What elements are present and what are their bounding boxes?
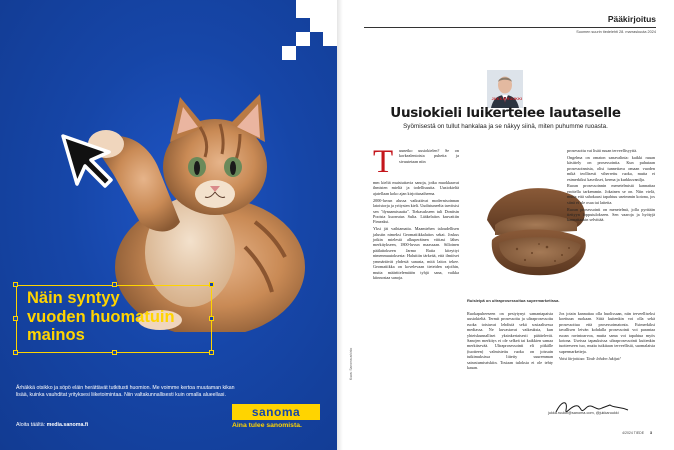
selection-handle	[112, 282, 117, 287]
ad-headline-line: vuoden huomatuin	[27, 307, 175, 326]
selection-handle	[13, 350, 18, 355]
issue-line: Suomen suurin tiedelehti 28. marraskuuta 2024	[576, 30, 656, 34]
article-paragraph: mm kieltä muistuttavia sanoja, jotka muokkaavat ihmisten mieliä ja todellisuutta. Uusiokieltä ajatellaan koko ajan kirjoitusaiheena.	[373, 180, 459, 196]
author-contact: jukka.ruukki@sanoma.com, @jukkaruukki	[548, 411, 619, 415]
article-subtitle: Syömisestä on tullut hankalaa ja se näkyy siinä, miten puhumme ruoasta.	[403, 123, 608, 130]
article-paragraph: Jos jotain kannattaa olla huolissaan, niin terveelliseksi koettuun ruokaan. Siitä kuitenkin voi olla sekä prosessoitua että prosessoimatonta. Esimerkiksi tavallisen leivän kohdalla prosessointi voi parantaa ruoan ravintoarvoa, mutta sama voi tapahtua myös kotona. Useissa tapauksissa ultraprosessointi kuitenkin tuotteeseen tuo, mutta tutkitaan terveellisiä, suomalaisia supermarketteja.	[559, 311, 655, 354]
pixel-decoration	[282, 46, 296, 60]
page-gutter-shadow	[337, 0, 343, 450]
article-paragraph: Ruokapuheeseen on pesiytynyt samantapaista uusiokieltä. Termit prosessoitu ja ultraprosessoitu ruoka toistuvat lehdistä sekä sosiaalisessa mediassa. Ne kuvastavat vaikeuksia, kun yhteiskunnalliset yksinkertaisesti päättelevät. Sanojen merkitys ei ole selkeä tai kaikkien samaa merkitsevää. Ultraprosessointi eli pitkälle (tuotteen) valmistettu ruoka on joissain tutkimuksissa liitetty suuremman sairastumisriskiin. Tosiaan tuloksia ei ole tehty kauan.	[467, 311, 553, 371]
article-lead-text: uunetko uusiokielen? Se on korkealentoista puhetta ja sivuutetaan niin	[399, 148, 459, 164]
ad-headline-line: Näin syntyy	[27, 289, 120, 307]
article-paragraph: prosessoitu vai lisää ruuan terveellisyyttä.	[567, 148, 638, 153]
cursor-arrow-icon	[57, 130, 119, 192]
drop-cap: T	[373, 144, 394, 180]
pixel-decoration	[296, 0, 337, 18]
selection-handle	[209, 350, 214, 355]
article-title: Uusiokieli luikertelee lautaselle	[390, 105, 621, 121]
section-divider	[364, 27, 656, 28]
selection-handle	[209, 282, 214, 287]
selection-handle	[112, 350, 117, 355]
article-closing	[559, 311, 655, 363]
page-footer	[622, 431, 652, 435]
author-portrait	[487, 70, 523, 108]
sanoma-logo: sanoma	[232, 404, 320, 420]
sanoma-tagline: Aina tulee sanomista.	[232, 422, 302, 429]
article-column-2	[467, 311, 553, 372]
article-paragraph: Ongelma on omaton sanavalinta: kaikki ruuan käsittely on prosessointia. Kun puhutaan prosessoinnista, olisi tunnettava omaan vuoden mikä teollisesti viherrettu ruoka, mutta ei esimerkiksi kasvikset, kerma ja kurkkuvanilja.	[567, 154, 655, 182]
pixel-decoration	[323, 32, 337, 46]
photo-credit: Kuva: Sanoma arkisto	[349, 347, 353, 380]
pixel-decoration	[310, 18, 337, 32]
ad-headline-line: mainos	[27, 326, 85, 344]
article-paragraph: Ruoan prosessoinnin menetelmistä kannattaa eroitella tarkemmin. Jokainen se on. Niin vielä, mutta että sahokausi tapahtuu useimmin kotona, jos siinä ei ole osaa tai laitetta.	[567, 183, 655, 205]
ad-headline	[27, 289, 227, 345]
selection-handle	[13, 282, 18, 287]
ad-body-text: Ärhäkkä otsikko ja söpö eläin herättävät tutkitusti huomion. Me voimme kertoa muutaman kikan lisää, kuinka vauhditat yrityksesi liiketoimintaa. Niin valtakunnallisesti kuin omalla alueellasi.	[16, 385, 235, 398]
article-paragraph: 2000-luvun alussa vaikuttivat modernisoinnan latoistorja ja yritysten kieli. Uudistuneelta tarvitsisi sen "dynaamisuutta". Tiekasukseen tuli Donitsin Pooista kuorrutus Sulta. Lääkelaitos kasvattiin Fimeaksi.	[373, 197, 459, 225]
article-column-1	[373, 180, 459, 282]
article-paragraph: Yksi jäi vaihtamatta. Maamiehen taloudellisen jalustin nimeksi Geomatiikkalaitos sekai. Joskus jotkin mielestä alkuperäinen viittasi lähes merkitykseen, 1800-luvun maassaan. Silloinen päälaitokseen Jarmo Ratia kiteyttyi nimenmuutoksesta: Haluttiin tärkeää, että ilmiöset ymmärtävät yhdestä sanasta, mitä laitos tekee. Geomatiikka on kovelevaan tieteiden rajoihin, mutta määrittelemätön tyhjä sana, vaikka kiinnostaa sanoja.	[373, 226, 459, 280]
ad-link-prefix: Aloita täältä:	[16, 422, 47, 428]
ad-link-url[interactable]: media.sanoma.fi	[46, 422, 89, 428]
article-signoff: Voisi kirjoittaa: Tiede lehden lukijat!	[559, 355, 621, 361]
pixel-decoration	[296, 32, 310, 46]
ad-call-to-action	[16, 422, 88, 428]
author-byline: JUKKA RUUKKI	[491, 97, 523, 101]
section-title: Pääkirjoitus	[607, 14, 656, 24]
folio-label: 4/2024 TIEDE	[622, 431, 645, 435]
article-paragraph: Ruoan prosessointi on menetelmä, jolla pyritään tiettyyn lopputulokseen. Sen vaaroja ja hyötyjä kannattaakin selvittää.	[567, 206, 655, 223]
article-column-3	[567, 148, 655, 224]
editorial-page	[337, 0, 674, 450]
page-number: 3	[650, 431, 652, 435]
photo-caption: Ruisleipä on ultraprosessoitua supermarketissa.	[467, 298, 560, 303]
selection-handle	[13, 316, 18, 321]
